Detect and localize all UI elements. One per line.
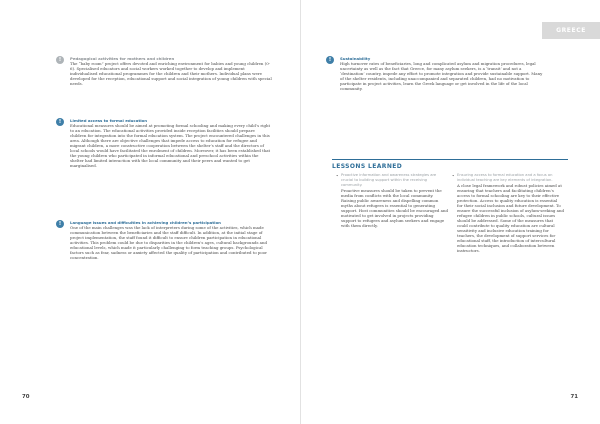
language-issues-item [56,220,272,260]
sustainability-item [326,56,544,91]
item-heading: Language issues and difficulties in achieving children’s participation [70,220,221,225]
exclamation-icon: ! [56,220,64,228]
exclamation-icon: ! [56,118,64,126]
section-label: GREECE [542,22,600,39]
lesson-item [452,173,564,253]
lesson-body: Proactive measures should be taken to prevent the media from conflicts with the local community. Raising public awareness and dispelling common myths about refugees is essential to generating support. Host communities should be encouraged and motivated to get involved in projects providing support to refugees and asylum seekers and engage with them directly. [341,188,448,228]
item-body: The “baby room” project offers devoted and enriching environment for babies and young children (0-6). Specialised educators and social workers worked together to develop and implement individualised educational programmes for the children and their mothers. Individual plans were developed for the reception, educational support and social integration of young children with special needs. [70,61,272,87]
pedagogical-activities-item [56,56,272,86]
page-number: 70 [22,394,30,400]
item-body: High turnover rates of beneficiaries, long and complicated asylum and migration procedures, legal uncertainty as well as the fact that Greece, for many asylum seekers, is a ‘transit’ and not a ‘destination’ country, impede any effort to promote integration and provide sustainable support. Many of the shelter residents, including unaccompanied and separated children, had no motivation to participate in project activities, learn the Greek language or get involved in the life of the local community. [340,61,543,92]
lesson-intro: Ensuring access to formal education and a focus on individual teaching are key elements of integration. [457,173,553,182]
item-heading: Pedagogical activities for mothers and children [70,56,175,61]
exclamation-icon: ! [56,56,64,64]
item-body: Educational measures should be aimed at promoting formal schooling and making every child’s right to an education. The educational activities provided inside reception facilities should prepare children for integration into the formal education system. The project encountered challenges in this area. Although there are objective challenges that impede access to education for refugee and migrant children, a more constructive cooperation between the shelter’s staff and the directors of local schools would have facilitated the enrolment of children. Moreover, it has been established that the young children who participated in informal educational and preschool activities within the shelter had limited interaction with the local community and their peers and wanted to get marginalised. [70,123,271,169]
page-number: 71 [570,394,578,400]
bullet-icon: • [452,173,455,178]
lesson-body: A close legal framework and robust policies aimed at ensuring that teachers and facilitating children’s access to formal schooling are key to their effective protection. Access to quality education is essential for their social inclusion and future development. To ensure the successful inclusion of asylum-seeking and refugee children in public schools, cultural issues should be addressed. Some of the measures that could contribute to quality education are cultural sensitivity and inclusive education training for teachers, the development of support services for educational staff, the introduction of intercultural education techniques, and collaboration between instructors. [457,183,564,253]
exclamation-icon: ! [326,56,334,64]
item-heading: Sustainability [340,56,371,61]
lessons-learned-title: LESSONS LEARNED [332,159,568,170]
lesson-intro: Proactive information and awareness strategies are crucial to building support within the receiving community. [341,173,437,187]
item-body: One of the main challenges was the lack of interpreters during some of the activities, which made communication between the beneficiaries and the staff difficult. In addition, at the initial stage of project implementation, the staff found it difficult to ensure children participation in educational activities. This problem could be due to disparities in the children’s ages, cultural backgrounds and educational levels, which made it particularly challenging to form teaching groups. Psychological factors such as fear, sadness or anxiety affected the quality of participation and contributed to poor concentration. [70,225,267,261]
limited-access-item [56,118,272,168]
lesson-item [336,173,448,228]
item-heading: Limited access to formal education [70,118,148,123]
bullet-icon: • [336,173,339,178]
